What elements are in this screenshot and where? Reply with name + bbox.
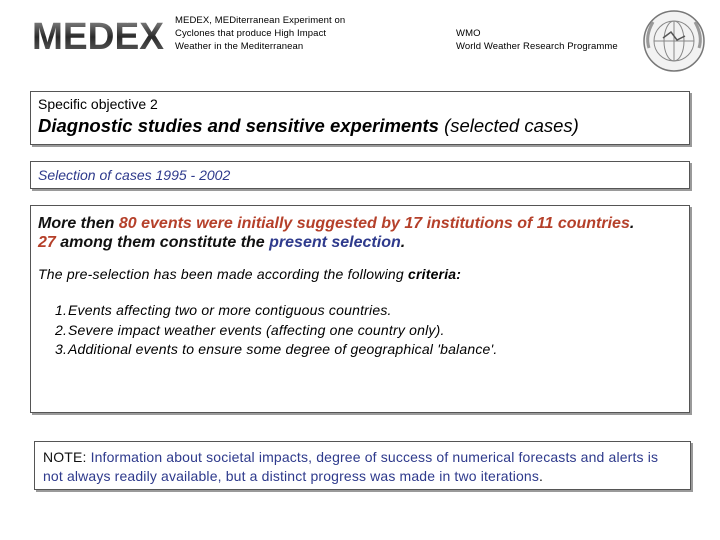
note-body: Information about societal impacts, degree of success of numerical forecasts and alerts is not always readily available, but a distinct progress was made in two iterations <box>43 449 659 484</box>
header-left-line-2: Cyclones that produce High Impact <box>175 28 327 39</box>
header-right-line-1: WMO <box>456 28 481 39</box>
note-box <box>34 441 691 490</box>
note-paragraph <box>43 448 682 486</box>
header-programme <box>456 27 656 53</box>
header-left-line-1: MEDEX, MEDiterranean Experiment on <box>175 15 346 26</box>
header-right-line-2: World Weather Research Programme <box>456 41 618 52</box>
objective-box <box>30 91 690 145</box>
summary-paragraph <box>38 214 682 252</box>
criteria-item-number: 1. <box>55 302 68 318</box>
summary-count: 27 <box>38 234 56 251</box>
note-label: NOTE: <box>43 449 87 465</box>
criteria-item <box>55 301 682 321</box>
summary-period-1: . <box>629 215 635 232</box>
medex-logo <box>30 12 166 58</box>
criteria-item-text: Additional events to ensure some degree of geographical 'balance'. <box>68 341 498 357</box>
summary-period-2: . <box>400 234 406 251</box>
note-period: . <box>539 468 544 484</box>
criteria-item <box>55 340 682 360</box>
objective-title-main: Diagnostic studies and sensitive experiments <box>38 115 439 136</box>
criteria-intro <box>38 266 682 283</box>
summary-present-selection: present selection <box>269 234 401 251</box>
header-project-title <box>175 14 375 53</box>
logo-text: MEDEX <box>32 16 165 58</box>
wmo-emblem-icon <box>641 8 707 74</box>
criteria-item-number: 2. <box>55 321 68 338</box>
summary-events-phrase: 80 events were initially suggested by 17 institutions of 11 countries <box>118 215 630 232</box>
criteria-intro-text: The pre-selection has been made according the following <box>38 266 408 282</box>
objective-title-suffix: (selected cases) <box>438 115 579 136</box>
selection-heading: Selection of cases 1995 - 2002 <box>38 167 231 183</box>
criteria-item-text: Severe impact weather events (affecting one country only). <box>68 321 445 338</box>
criteria-item-text: Events affecting two or more contiguous countries. <box>68 302 392 318</box>
summary-among: among them constitute the <box>55 234 270 251</box>
objective-label: Specific objective 2 <box>38 96 158 112</box>
header-left-line-3: Weather in the Mediterranean <box>175 41 304 52</box>
selection-box <box>30 161 690 189</box>
criteria-item-number: 3. <box>55 341 68 357</box>
criteria-label: criteria: <box>407 266 462 282</box>
objective-title <box>38 114 682 137</box>
criteria-item <box>55 321 682 341</box>
criteria-list <box>38 301 682 360</box>
main-content-box <box>30 205 690 413</box>
summary-more-then: More then <box>38 215 119 232</box>
